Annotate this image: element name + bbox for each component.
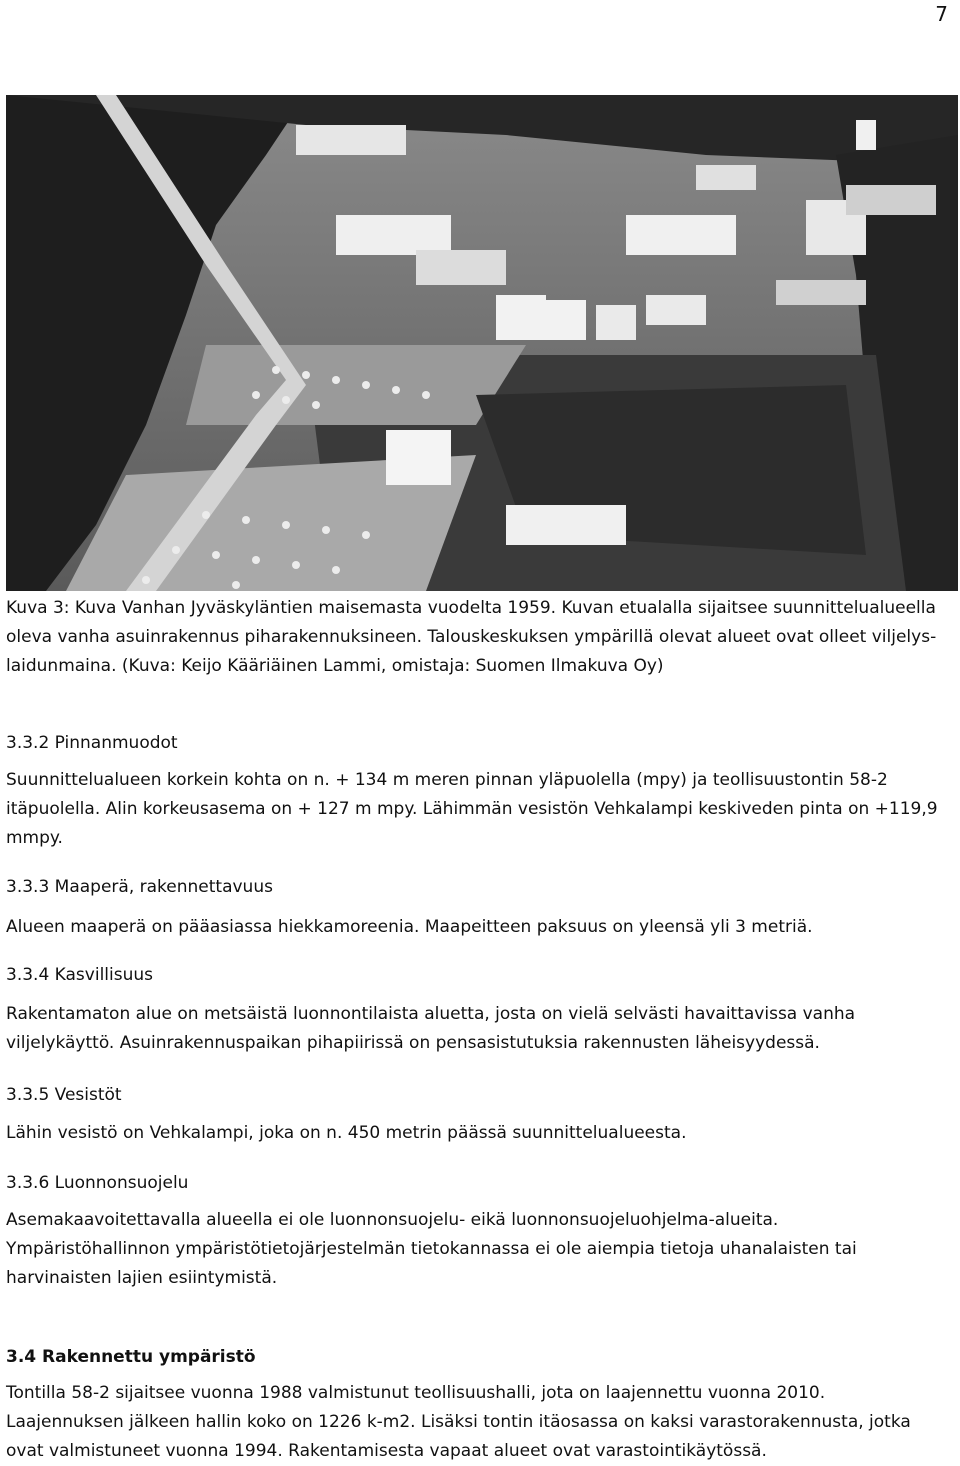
section-body: Tontilla 58-2 sijaitsee vuonna 1988 valmistunut teollisuushalli, jota on laajennettu vuonna 2010. Laajennuksen jälkeen hallin koko on 1226 k-m2. Lisäksi tontin itäosassa on kaksi varastorakennusta, jotka ovat valmistuneet vuonna 1994. Rakentamisesta vapaat alueet ovat varastointikäytössä. <box>6 1383 911 1461</box>
section-heading: 3.3.5 Vesistöt <box>6 1085 122 1105</box>
section-heading: 3.3.2 Pinnanmuodot <box>6 733 178 753</box>
page-number: 7 <box>935 2 948 26</box>
section-heading: 3.3.3 Maaperä, rakennettavuus <box>6 877 273 897</box>
section-body: Lähin vesistö on Vehkalampi, joka on n. 450 metrin päässä suunnittelualueesta. <box>6 1123 687 1143</box>
aerial-photo-farmstead-icon <box>6 95 958 591</box>
section-body: Alueen maaperä on pääasiassa hiekkamoreenia. Maapeitteen paksuus on yleensä yli 3 metriä. <box>6 917 813 937</box>
section-heading: 3.4 Rakennettu ympäristö <box>6 1347 256 1367</box>
section-body: Rakentamaton alue on metsäistä luonnontilaista aluetta, josta on vielä selvästi havaittavissa vanha viljelykäyttö. Asuinrakennuspaikan pihapiirissä on pensasistutuksia rakennusten läheisyydessä. <box>6 1004 856 1053</box>
section-heading: 3.3.4 Kasvillisuus <box>6 965 153 985</box>
section-body: Asemakaavoitettavalla alueella ei ole luonnonsuojelu- eikä luonnonsuojeluohjelma-alueita. Ympäristöhallinnon ympäristötietojärjestelmän tietokannassa ei ole aiempia tietoja uhanalaisten tai harvinaisten lajien esiintymistä. <box>6 1210 857 1288</box>
photo-caption: Kuva 3: Kuva Vanhan Jyväskyläntien maisemasta vuodelta 1959. Kuvan etualalla sijaitsee suunnittelualueella oleva vanha asuinrakennus piharakennuksineen. Talouskeskuksen ympärillä olevat alueet ovat olleet viljelys- laidunmaina. (Kuva: Keijo Kääriäinen Lammi, omistaja: Suomen Ilmakuva Oy) <box>6 598 937 676</box>
section-heading: 3.3.6 Luonnonsuojelu <box>6 1173 189 1193</box>
section-body: Suunnittelualueen korkein kohta on n. + 134 m meren pinnan yläpuolella (mpy) ja teollisuustontin 58-2 itäpuolella. Alin korkeusasema on + 127 m mpy. Lähimmän vesistön Vehkalampi keskiveden pinta on +119,9 mmpy. <box>6 770 938 848</box>
aerial-photo <box>6 95 958 591</box>
